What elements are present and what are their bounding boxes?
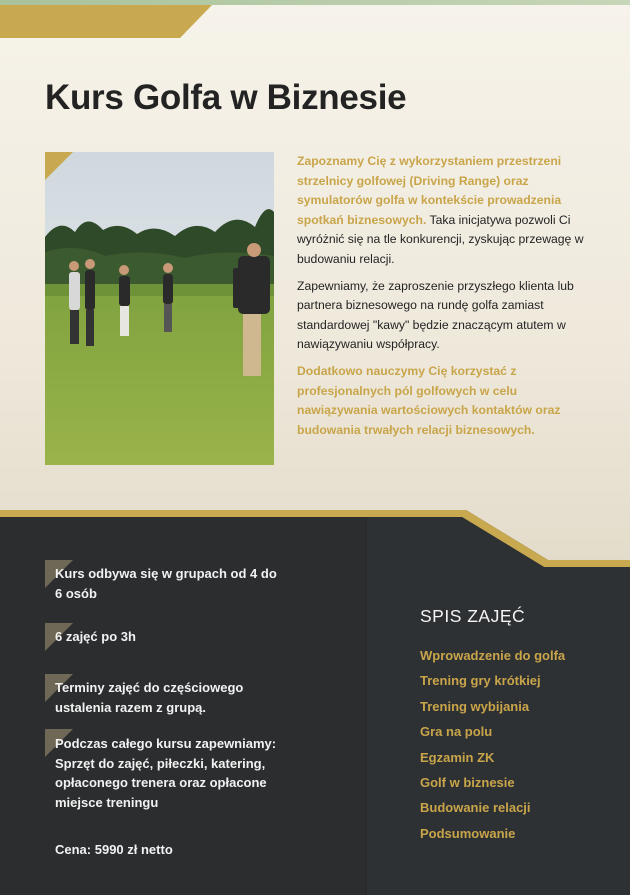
info-sessions: 6 zajęć po 3h — [55, 629, 136, 644]
spis-list — [420, 646, 565, 849]
spis-item: Golf w biznesie — [420, 774, 515, 790]
info-schedule: Terminy zajęć do częściowego ustalenia razem z grupą. — [55, 680, 244, 715]
page-title: Kurs Golfa w Biznesie — [45, 78, 407, 117]
info-included: Podczas całego kursu zapewniamy: Sprzęt do zajęć, piłeczki, katering, opłaconego trenera oraz opłacone miejsce treningu — [55, 736, 277, 810]
spis-title: SPIS ZAJĘĆ — [420, 606, 526, 626]
spis-item: Egzamin ZK — [420, 749, 495, 765]
intro-text — [297, 152, 597, 447]
golf-group-photo — [45, 152, 274, 465]
spis-item: Podsumowanie — [420, 825, 516, 841]
spis-item: Wprowadzenie do golfa — [420, 648, 566, 663]
intro-dark-paragraph: Taka inicjatywa pozwoli Ci wyróżnić się na tle konkurencji, zyskując przewagę w budowaniu relacji. — [297, 212, 584, 266]
info-price: Cena: 5990 zł netto — [55, 842, 173, 857]
intro-gold-paragraph: Zapoznamy Cię z wykorzystaniem przestrzeni strzelnicy golfowej (Driving Range) oraz symulatorów golfa w kontekście prowadzenia spotkań biznesowych. — [297, 154, 562, 227]
info-groups: Kurs odbywa się w grupach od 4 do 6 osób — [55, 566, 277, 601]
spis-item: Trening wybijania — [420, 698, 530, 714]
spis-item: Budowanie relacji — [420, 800, 531, 816]
intro-gold-paragraph-2: Dodatkowo nauczymy Cię korzystać z profesjonalnych pól golfowych w celu nawiązywania wartościowych kontaktów oraz budowania trwałych relacji biznesowych. — [297, 363, 561, 437]
photo-corner-accent — [45, 152, 73, 180]
intro-paragraph-2: Zapewniamy, że zaproszenie przyszłego klienta lub partnera biznesowego na rundę golfa zamiast standardowej "kawy" będzie znaczącym atutem w nawiązywaniu współpracy. — [297, 278, 574, 352]
top-gold-banner — [0, 5, 212, 38]
spis-item: Trening gry krótkiej — [420, 673, 541, 689]
spis-item: Gra na polu — [420, 724, 493, 740]
